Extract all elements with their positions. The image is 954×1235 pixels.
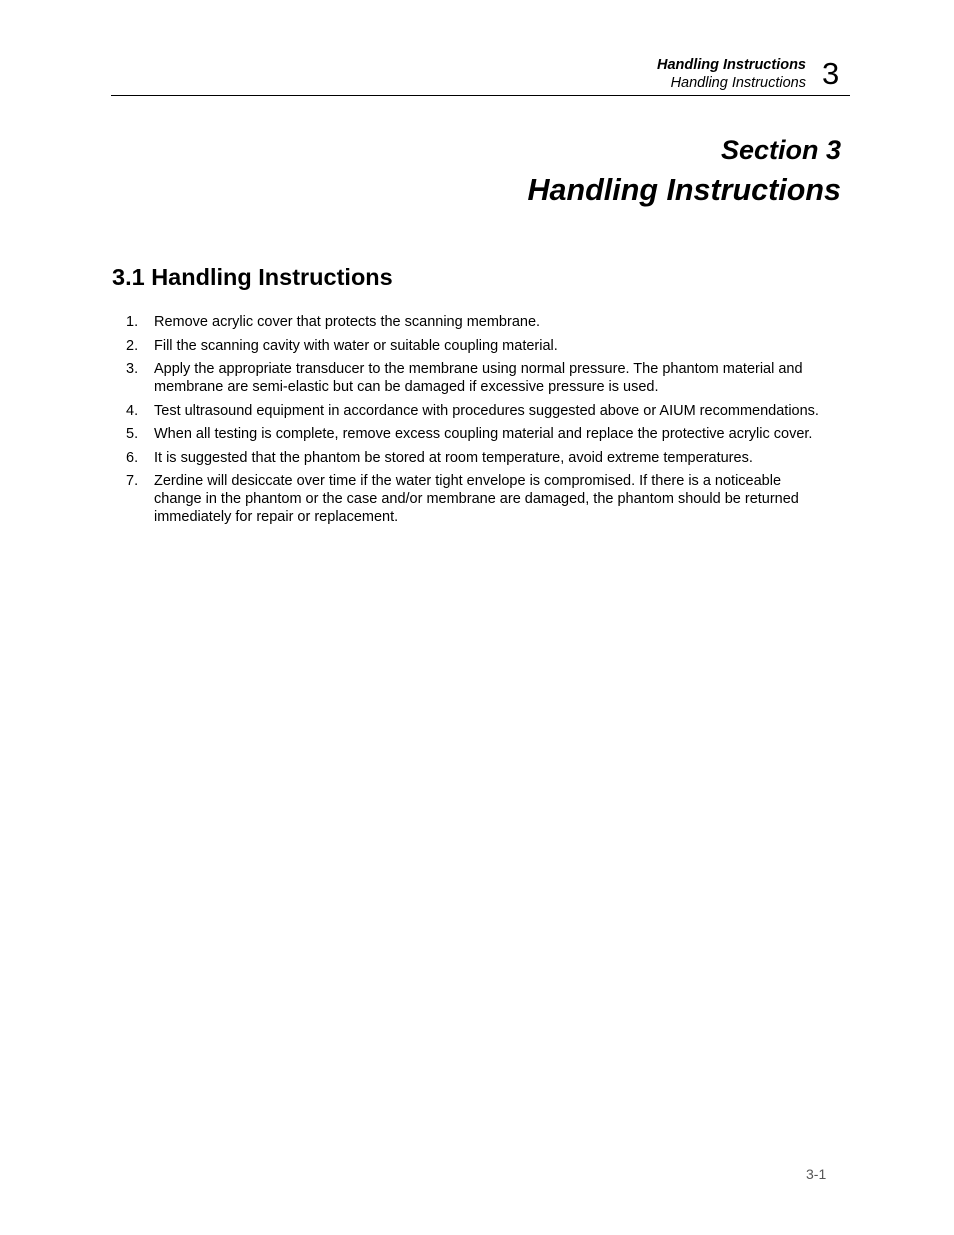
list-item-number: 5. [126, 426, 139, 442]
list-item-text: Apply the appropriate transducer to the membrane using normal pressure. The phantom material and membrane are semi-elastic but can be damaged if excessive pressure is used. [154, 361, 803, 395]
list-item [112, 313, 832, 331]
list-item-text: Zerdine will desiccate over time if the water tight envelope is compromised. If there is a noticeable change in the phantom or the case and/or membrane are damaged, the phantom should be returned immediately for repair or replacement. [154, 473, 799, 525]
instruction-list [112, 313, 832, 532]
list-item-text: When all testing is complete, remove excess coupling material and replace the protective acrylic cover. [154, 426, 813, 442]
section-title: Handling Instructions [527, 173, 841, 207]
list-item-text: It is suggested that the phantom be stored at room temperature, avoid extreme temperatures. [154, 449, 753, 466]
list-item-number: 4. [126, 402, 139, 419]
list-item-text: Fill the scanning cavity with water or suitable coupling material. [154, 337, 558, 354]
list-item [112, 449, 832, 467]
list-item-number: 1. [126, 314, 139, 330]
chapter-number: 3 [822, 56, 840, 91]
running-header [657, 56, 806, 92]
list-item-number: 3. [126, 361, 139, 377]
list-item [112, 425, 832, 443]
list-item-number: 2. [126, 337, 139, 354]
list-item-text: Test ultrasound equipment in accordance with procedures suggested above or AIUM recommendations. [154, 402, 819, 419]
list-item-number: 6. [126, 449, 139, 466]
header-divider [111, 95, 850, 96]
page-number: 3-1 [806, 1166, 827, 1182]
header-title: Handling Instructions [656, 57, 806, 73]
section-label: Section 3 [720, 135, 841, 165]
list-item-number: 7. [126, 473, 139, 489]
list-item [112, 472, 832, 526]
header-subtitle: Handling Instructions [670, 75, 806, 91]
list-item-text: Remove acrylic cover that protects the scanning membrane. [154, 314, 541, 330]
list-item [112, 402, 832, 420]
subsection-heading: 3.1 Handling Instructions [112, 264, 393, 290]
list-item [112, 337, 832, 355]
list-item [112, 360, 832, 396]
